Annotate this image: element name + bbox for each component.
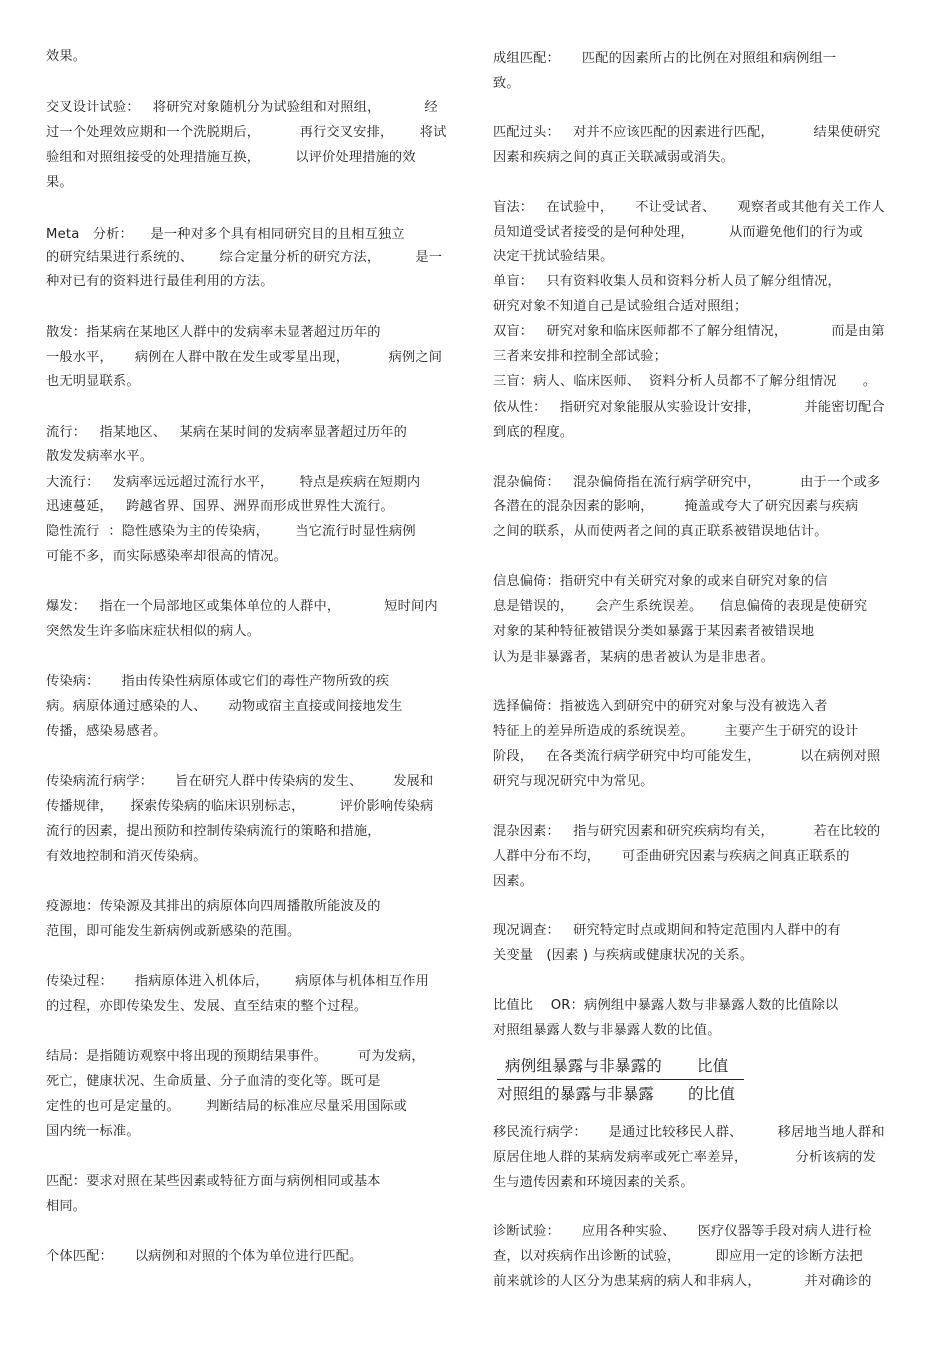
text-line: 突然发生许多临床症状相似的病人。 <box>46 624 261 639</box>
text-line: 决定干扰试验结果。 <box>493 249 614 264</box>
text-line: 息是错误的， 会产生系统误差。 信息偏倚的表现是使研究 <box>493 599 868 614</box>
text-line: 员知道受试者接受的是何种处理， 从而避免他们的行为或 <box>493 225 863 240</box>
text-line: 各潜在的混杂因素的影响， 掩盖或夸大了研究因素与疾病 <box>493 499 859 514</box>
text-line: 到底的程度。 <box>493 425 574 440</box>
text-line: 生与遗传因素和环境因素的关系。 <box>493 1175 694 1190</box>
text-line: 传播规律， 探索传染病的临床识别标志， 评价影响传染病 <box>46 799 434 814</box>
text-line: 关变量 (因素 ) 与疾病或健康状况的关系。 <box>493 948 754 963</box>
text-line: 现况调查： 研究特定时点或期间和特定范围内人群中的有 <box>493 923 841 938</box>
text-line: 原居住地人群的某病发病率或死亡率差异， 分析该病的发 <box>493 1150 876 1165</box>
text-line: 疫源地：传染源及其排出的病原体向四周播散所能波及的 <box>46 899 381 914</box>
text-line: 之间的联系，从而使两者之间的真正联系被错误地估计。 <box>493 524 828 539</box>
text-line: 阶段， 在各类流行病学研究中均可能发生， 以在病例对照 <box>493 749 881 764</box>
text-line: 结局：是指随访观察中将出现的预期结果事件。 可为发病， <box>46 1049 425 1064</box>
text-line: 流行的因素，提出预防和控制传染病流行的策略和措施， <box>46 824 381 839</box>
text-line: 移民流行病学： 是通过比较移民人群、 移居地当地人群和 <box>493 1125 885 1140</box>
text-line: 个体匹配： 以病例和对照的个体为单位进行匹配。 <box>46 1249 363 1264</box>
text-line: 爆发： 指在一个局部地区或集体单位的人群中， 短时间内 <box>46 599 438 614</box>
text-line: 研究与现况研究中为常见。 <box>493 774 654 789</box>
text-line: 混杂因素： 指与研究因素和研究疾病均有关， 若在比较的 <box>493 824 881 839</box>
text-line: 因素和疾病之间的真正关联减弱或消失。 <box>493 150 734 165</box>
text-line: 单盲： 只有资料收集人员和资料分析人员了解分组情况， <box>493 274 841 289</box>
text-line: 的研究结果进行系统的、 综合定量分析的研究方法， 是一 <box>46 250 443 265</box>
text-line: 匹配：要求对照在某些因素或特征方面与病例相同或基本 <box>46 1174 381 1189</box>
text-line: 信息偏倚：指研究中有关研究对象的或来自研究对象的信 <box>493 574 828 589</box>
fraction-numerator-text: 病例组暴露与非暴露的 <box>505 1057 663 1075</box>
text-line: 散发发病率水平。 <box>46 449 154 464</box>
text-line: 依从性： 指研究对象能服从实验设计安排， 并能密切配合 <box>493 400 885 415</box>
text-line: 三盲：病人、临床医师、 资料分析人员都不了解分组情况 。 <box>493 374 877 389</box>
text-line: 选择偏倚：指被选入到研究中的研究对象与没有被选入者 <box>493 699 828 714</box>
fraction-numerator-ratio: 比值 <box>697 1057 729 1075</box>
text-line: 盲法： 在试验中， 不让受试者、 观察者或其他有关工作人 <box>493 200 885 215</box>
text-line: 有效地控制和消灭传染病。 <box>46 849 207 864</box>
text-line: 迅速蔓延， 跨越省界、国界、洲界而形成世界性大流行。 <box>46 499 394 514</box>
text-line: 过一个处理效应期和一个洗脱期后， 再行交叉安排， 将试 <box>46 125 447 140</box>
text-line: 一般水平， 病例在人群中散在发生或零星出现， 病例之间 <box>46 350 443 365</box>
text-line: 的过程，亦即传染发生、发展、直至结束的整个过程。 <box>46 999 368 1014</box>
text-line: 可能不多，而实际感染率却很高的情况。 <box>46 549 287 564</box>
fraction-denominator-ratio: 的比值 <box>688 1085 736 1103</box>
text-line: 也无明显联系。 <box>46 374 140 389</box>
text-line: 特征上的差异所造成的系统误差。 主要产生于研究的设计 <box>493 724 859 739</box>
text-line: 国内统一标准。 <box>46 1124 140 1139</box>
text-line: 查，以对疾病作出诊断的试验， 即应用一定的诊断方法把 <box>493 1249 863 1264</box>
text-line: 效果。 <box>46 49 87 64</box>
text-line: 三者来安排和控制全部试验； <box>493 349 668 364</box>
text-line: 传染过程： 指病原体进入机体后， 病原体与机体相互作用 <box>46 974 429 989</box>
text-line: 死亡，健康状况、生命质量、分子血清的变化等。既可是 <box>46 1074 381 1089</box>
text-line: 前来就诊的人区分为患某病的病人和非病人， 并对确诊的 <box>493 1274 872 1289</box>
text-line: 大流行： 发病率远远超过流行水平， 特点是疾病在短期内 <box>46 475 421 490</box>
text-line: 人群中分布不均， 可歪曲研究因素与疾病之间真正联系的 <box>493 849 850 864</box>
text-line: 比值比 OR：病例组中暴露人数与非暴露人数的比值除以 <box>493 998 839 1013</box>
text-line: 隐性流行 ：隐性感染为主的传染病， 当它流行时显性病例 <box>46 524 416 539</box>
fraction-denominator-text: 对照组的暴露与非暴露 <box>497 1085 655 1103</box>
text-line: 传播，感染易感者。 <box>46 724 167 739</box>
text-line: 传染病流行病学： 旨在研究人群中传染病的发生、 发展和 <box>46 774 434 789</box>
text-line: 范围，即可能发生新病例或新感染的范围。 <box>46 924 301 939</box>
text-line: 因素。 <box>493 874 534 889</box>
fraction-bar <box>497 1079 744 1080</box>
text-line: 流行： 指某地区、 某病在某时间的发病率显著超过历年的 <box>46 425 408 440</box>
text-line: 成组匹配： 匹配的因素所占的比例在对照组和病例组一 <box>493 51 837 66</box>
text-line: Meta 分析： 是一种对多个具有相同研究目的且相互独立 <box>46 227 405 242</box>
text-line: 匹配过头： 对并不应该匹配的因素进行匹配， 结果使研究 <box>493 125 881 140</box>
text-line: 相同。 <box>46 1199 87 1214</box>
text-line: 病。病原体通过感染的人、 动物或宿主直接或间接地发生 <box>46 699 403 714</box>
text-line: 双盲： 研究对象和临床医师都不了解分组情况， 而是由第 <box>493 324 885 339</box>
text-line: 验组和对照组接受的处理措施互换， 以评价处理措施的效 <box>46 150 416 165</box>
text-line: 诊断试验： 应用各种实验、 医疗仪器等手段对病人进行检 <box>493 1224 872 1239</box>
text-line: 研究对象不知道自己是试验组合适对照组； <box>493 299 748 314</box>
text-line: 认为是非暴露者，某病的患者被认为是非患者。 <box>493 650 775 665</box>
text-line: 对照组暴露人数与非暴露人数的比值。 <box>493 1023 721 1038</box>
text-line: 致。 <box>493 76 520 91</box>
text-line: 交叉设计试验： 将研究对象随机分为试验组和对照组， 经 <box>46 100 438 115</box>
text-line: 散发：指某病在某地区人群中的发病率未显著超过历年的 <box>46 325 381 340</box>
text-line: 混杂偏倚： 混杂偏倚指在流行病学研究中， 由于一个或多 <box>493 475 881 490</box>
text-line: 种对已有的资料进行最佳利用的方法。 <box>46 274 274 289</box>
text-line: 对象的某种特征被错误分类如暴露于某因素者被错误地 <box>493 624 815 639</box>
text-line: 定性的也可是定量的。 判断结局的标准应尽量采用国际或 <box>46 1099 408 1114</box>
text-line: 果。 <box>46 175 73 190</box>
text-line: 传染病： 指由传染性病原体或它们的毒性产物所致的疾 <box>46 674 390 689</box>
